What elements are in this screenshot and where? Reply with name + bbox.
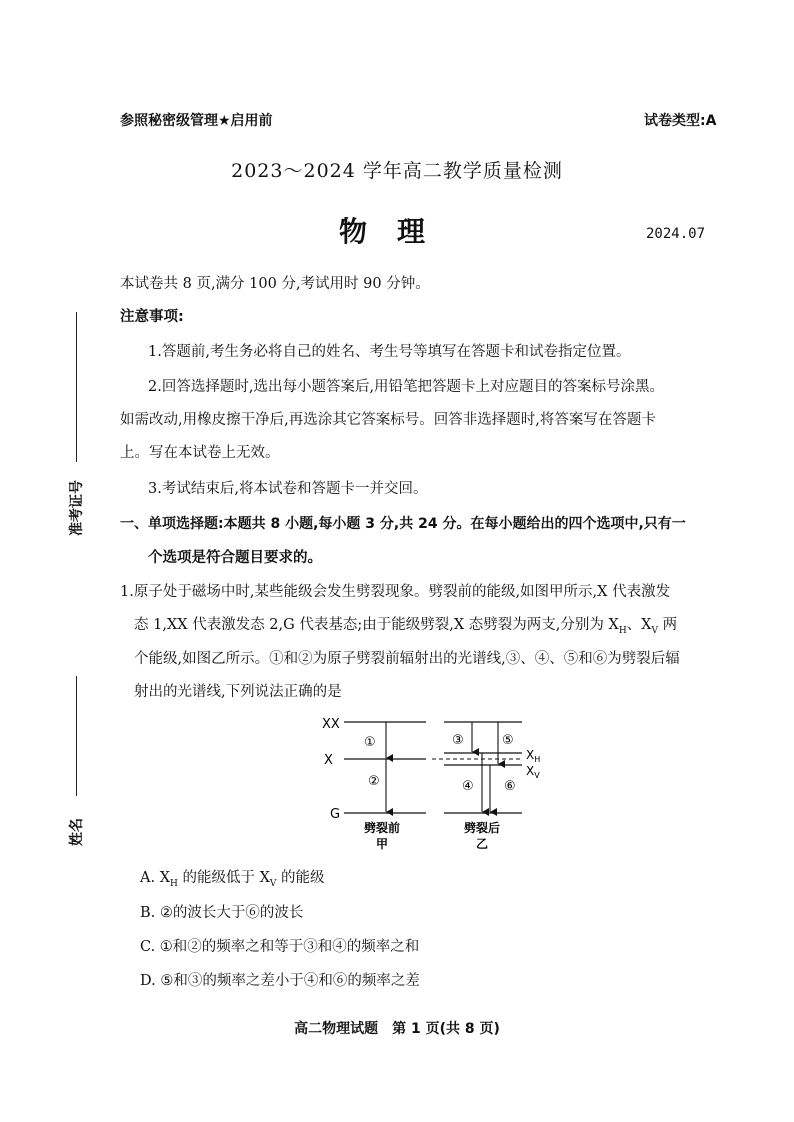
section-1-heading: 一、单项选择题:本题共 8 小题,每小题 3 分,共 24 分。在每小题给出的四个选项中,只有一: [120, 516, 686, 532]
transition-3-label: ③: [452, 733, 464, 748]
level-label-xx: XX: [322, 717, 340, 732]
level-label-xh: $X_H$: [526, 748, 541, 764]
confidential-label: 参照秘密级管理★启用前: [120, 113, 273, 129]
transition-4-label: ④: [462, 779, 474, 794]
notice-item-2-line-3: 上。写在本试卷上无效。: [120, 445, 280, 461]
exam-date: 2024.07: [646, 226, 706, 242]
transition-5-label: ⑤: [502, 733, 514, 748]
notice-item-1: 1.答题前,考生务必将自己的姓名、考生号等填写在答题卡和试卷指定位置。: [148, 344, 631, 360]
section-1-heading-cont: 个选项是符合题目要求的。: [148, 550, 322, 566]
page-footer: 高二物理试题 第 1 页(共 8 页): [294, 1021, 500, 1037]
level-label-xv: $X_V$: [526, 764, 540, 780]
energy-level-diagram: [300, 706, 560, 856]
option-a: A. $X_H$ 的能级低于 $X_V$ 的能级: [140, 870, 325, 889]
exam-no-rule: [76, 312, 77, 462]
exam-intro: 本试卷共 8 页,满分 100 分,考试用时 90 分钟。: [120, 276, 430, 292]
option-b: B. ②的波长大于⑥的波长: [140, 905, 304, 921]
notice-item-2-line-1: 2.回答选择题时,选出每小题答案后,用铅笔把答题卡上对应题目的答案标号涂黑。: [148, 379, 665, 395]
q1-line-2: 态 1,XX 代表激发态 2,G 代表基态;由于能级劈裂,X 态劈裂为两支,分别为 $X_H$、$X_V$ 两: [134, 617, 678, 636]
level-label-g: G: [330, 807, 341, 822]
caption-before-split: 劈裂前: [364, 821, 401, 835]
level-label-x: X: [324, 753, 333, 768]
caption-yi: 乙: [476, 837, 489, 851]
exam-no-label: 准考证号: [69, 480, 85, 536]
notice-heading: 注意事项:: [120, 309, 184, 325]
notice-item-2-line-2: 如需改动,用橡皮擦干净后,再选涂其它答案标号。回答非选择题时,将答案写在答题卡: [120, 412, 656, 428]
name-rule: [76, 676, 77, 796]
paper-type: 试卷类型:A: [644, 113, 717, 129]
transition-6-label: ⑥: [504, 779, 516, 794]
transition-2-label: ②: [368, 774, 380, 789]
caption-jia: 甲: [376, 837, 389, 851]
exam-title: 2023～2024 学年高二教学质量检测: [231, 160, 563, 182]
q1-line-1: 1.原子处于磁场中时,某些能级会发生劈裂现象。劈裂前的能级,如图甲所示,X 代表激发: [120, 584, 671, 600]
caption-after-split: 劈裂后: [464, 821, 501, 835]
q1-line-4: 射出的光谱线,下列说法正确的是: [134, 684, 342, 700]
option-c: C. ①和②的频率之和等于③和④的频率之和: [140, 939, 420, 955]
subject-title: 物理: [338, 215, 455, 248]
option-d: D. ⑤和③的频率之差小于④和⑥的频率之差: [140, 973, 420, 989]
notice-item-3: 3.考试结束后,将本试卷和答题卡一并交回。: [148, 481, 428, 497]
q1-line-3: 个能级,如图乙所示。①和②为原子劈裂前辐射出的光谱线,③、④、⑤和⑥为劈裂后辐: [134, 651, 680, 667]
transition-1-label: ①: [364, 735, 376, 750]
name-label: 姓名: [69, 818, 85, 846]
